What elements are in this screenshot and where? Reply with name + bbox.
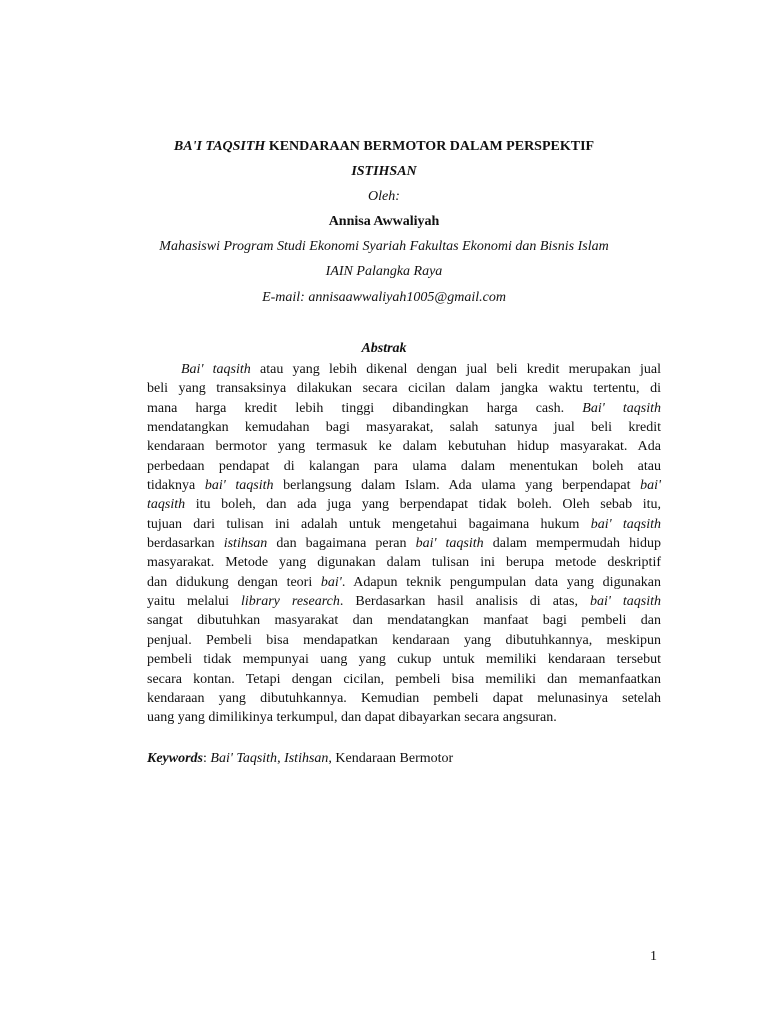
- abstract-text: itu boleh, dan ada juga yang berpendapat tidak boleh. Oleh sebab itu,: [185, 497, 661, 513]
- keywords-label: Keywords: [147, 751, 203, 766]
- abstract-line: [147, 592, 661, 611]
- abstract-italic-term: bai': [640, 478, 661, 494]
- keyword-3: Kendaraan Bermotor: [335, 751, 454, 766]
- keyword-2: Istihsan: [284, 751, 329, 766]
- abstract-text: kendaraan yang dibutuhkannya. Kemudian pembeli dapat melunasinya setelah: [147, 690, 661, 706]
- keywords-line: [147, 750, 453, 768]
- abstract-body: [147, 360, 661, 728]
- abstract-line: [147, 553, 661, 572]
- abstract-text: atau yang lebih dikenal dengan jual beli kredit merupakan jual: [250, 362, 661, 377]
- affiliation-line-1: Mahasiswi Program Studi Ekonomi Syariah Fakultas Ekonomi dan Bisnis Islam: [159, 239, 609, 254]
- abstract-heading: Abstrak: [361, 341, 407, 356]
- title-rest: KENDARAAN BERMOTOR DALAM PERSPEKTIF: [265, 139, 595, 154]
- abstract-text: masyarakat. Metode yang digunakan dalam tulisan ini berupa metode deskriptif: [147, 555, 661, 571]
- abstract-text: sangat dibutuhkan masyarakat dan mendatangkan manfaat bagi pembeli dan: [147, 613, 661, 629]
- keyword-comma-1: ,: [277, 751, 285, 766]
- abstract-line: [147, 457, 661, 476]
- abstract-text: pembeli tidak mempunyai uang yang cukup untuk memiliki kendaraan tersebut: [147, 652, 661, 668]
- page-number: 1: [650, 949, 657, 964]
- abstract-line: [147, 399, 661, 418]
- abstract-text: penjual. Pembeli bisa mendapatkan kendaraan yang dibutuhkannya, meskipun: [147, 632, 661, 648]
- abstract-italic-term: Bai' taqsith: [181, 362, 251, 377]
- abstract-line: [147, 495, 661, 514]
- abstract-text: berdasarkan: [147, 536, 224, 552]
- abstract-text: tidaknya: [147, 478, 205, 494]
- abstract-italic-term: taqsith: [147, 497, 186, 513]
- affiliation-line-2: IAIN Palangka Raya: [325, 264, 443, 279]
- abstract-text: beli yang transaksinya dilakukan secara cicilan dalam jangka waktu tertentu, di: [147, 381, 661, 397]
- abstract-text: yaitu melalui: [147, 594, 241, 610]
- abstract-line: [147, 670, 661, 689]
- abstract-text: tujuan dari tulisan ini adalah untuk mengetahui bagaimana hukum: [147, 516, 591, 532]
- abstract-line: [147, 689, 661, 708]
- abstract-line: [147, 360, 661, 379]
- abstract-line: [147, 573, 661, 592]
- abstract-italic-term: bai': [320, 574, 342, 590]
- abstract-line: [147, 379, 661, 398]
- title-italic-part: BA'I TAQSITH: [173, 139, 266, 154]
- oleh-label: Oleh:: [368, 189, 400, 204]
- abstract-line: [147, 437, 661, 456]
- abstract-line: [147, 418, 661, 437]
- abstract-text: uang yang dimilikinya terkumpul, dan dapat dibayarkan secara angsuran.: [147, 710, 557, 726]
- abstract-text: . Adapun teknik pengumpulan data yang digunakan: [341, 574, 662, 590]
- abstract-italic-term: bai' taqsith: [590, 516, 661, 532]
- keyword-1: Bai' Taqsith: [210, 751, 278, 766]
- abstract-text: dan bagaimana peran: [267, 536, 416, 552]
- abstract-italic-term: Bai' taqsith: [582, 400, 661, 416]
- abstract-text: perbedaan pendapat di kalangan para ulama dalam menentukan boleh atau: [147, 458, 661, 474]
- abstract-italic-term: bai' taqsith: [415, 536, 484, 552]
- abstract-line: [147, 708, 661, 727]
- abstract-line: [147, 631, 661, 650]
- abstract-line: [147, 515, 661, 534]
- abstract-text: secara kontan. Tetapi dengan cicilan, pembeli bisa memiliki dan memanfaatkan: [147, 671, 661, 687]
- abstract-text: mana harga kredit lebih tinggi dibandingkan harga cash.: [147, 400, 583, 416]
- abstract-line: [147, 534, 661, 553]
- abstract-text: kendaraan bermotor yang termasuk ke dalam kebutuhan hidup masyarakat. Ada: [147, 439, 661, 455]
- abstract-text: dan didukung dengan teori: [147, 574, 321, 590]
- abstract-italic-term: bai' taqsith: [204, 478, 274, 494]
- paper-title-line2: ISTIHSAN: [351, 164, 417, 179]
- author-name: Annisa Awwaliyah: [328, 214, 440, 229]
- abstract-text: mendatangkan kemudahan bagi masyarakat, salah satunya jual beli kredit: [147, 420, 661, 436]
- abstract-text: dalam mempermudah hidup: [483, 536, 661, 552]
- abstract-line: [147, 476, 661, 495]
- keyword-comma-2: ,: [328, 751, 336, 766]
- abstract-italic-term: library research: [241, 594, 340, 610]
- author-email: E-mail: annisaawwaliyah1005@gmail.com: [262, 290, 506, 305]
- abstract-text: berlangsung dalam Islam. Ada ulama yang berpendapat: [273, 478, 641, 494]
- abstract-italic-term: bai' taqsith: [589, 594, 661, 610]
- abstract-line: [147, 650, 661, 669]
- abstract-italic-term: istihsan: [223, 536, 268, 552]
- keywords-separator: :: [203, 751, 211, 766]
- abstract-text: . Berdasarkan hasil analisis di atas,: [339, 594, 590, 610]
- paper-title: [0, 138, 768, 156]
- abstract-line: [147, 611, 661, 630]
